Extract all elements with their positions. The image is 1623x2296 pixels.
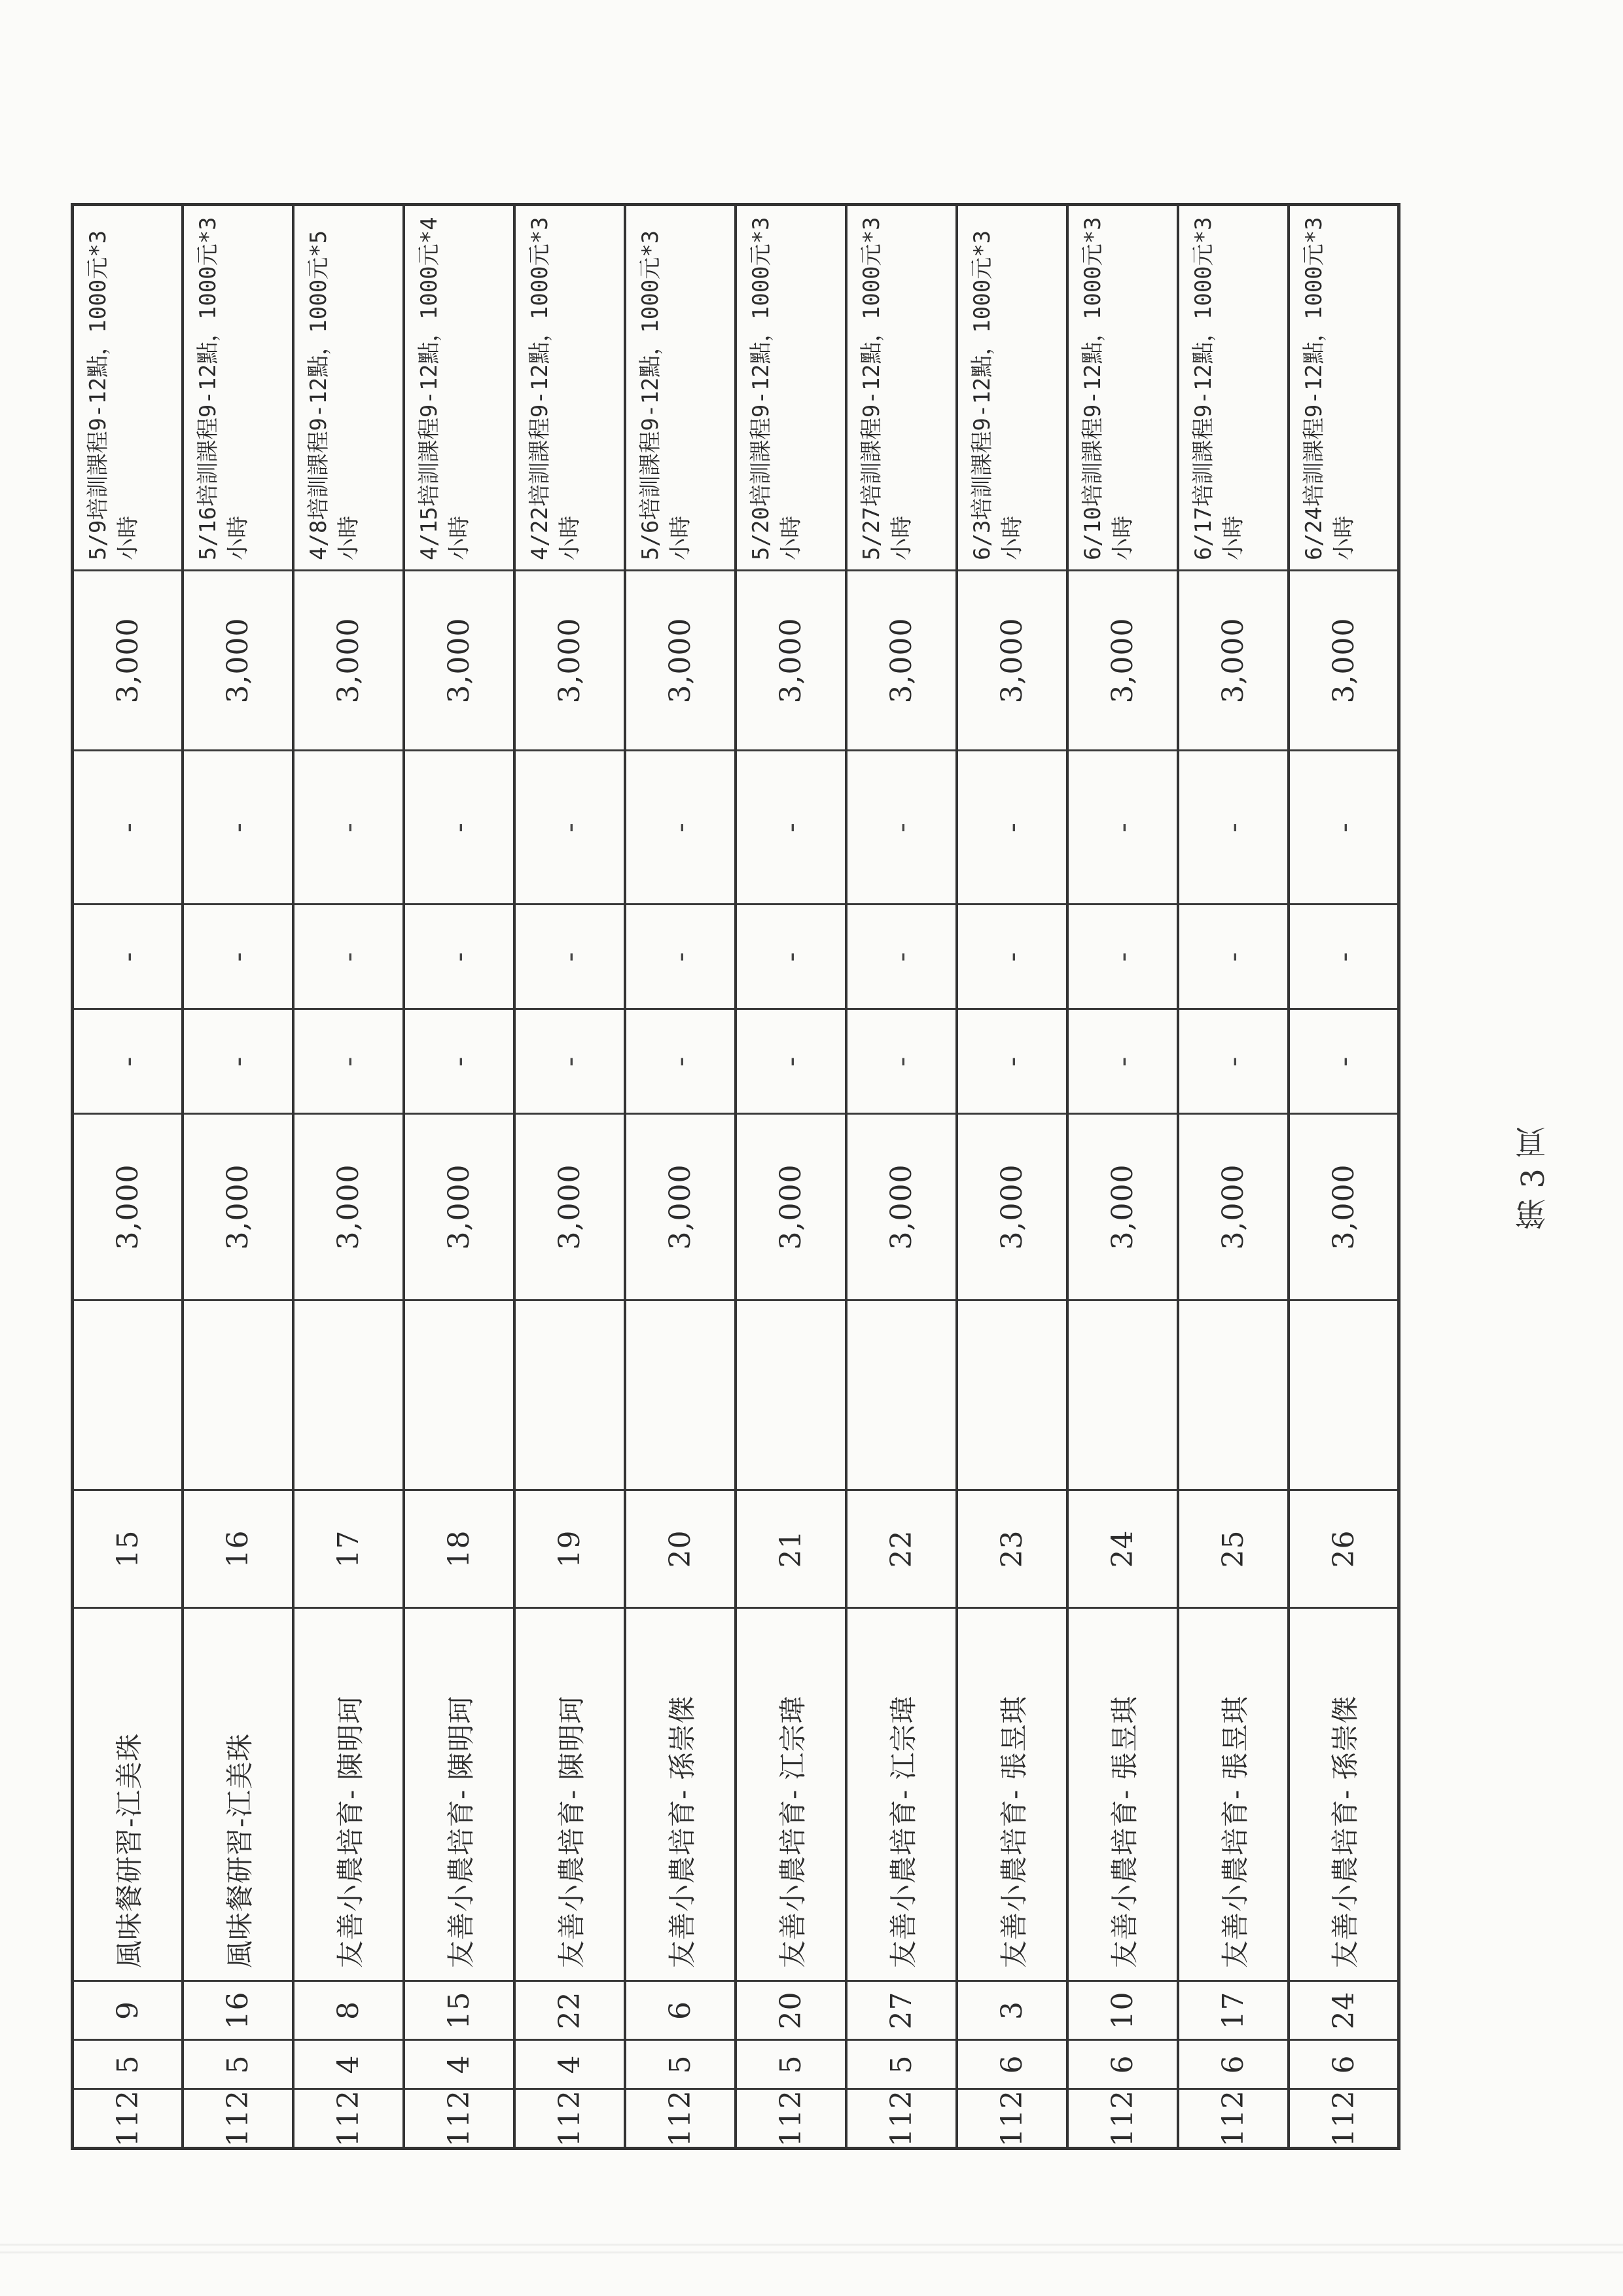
empty-cell	[1290, 1299, 1397, 1489]
year-cell: 112	[626, 2088, 734, 2147]
voucher-number-cell: 15	[74, 1489, 181, 1607]
amount-cell: 3,000	[737, 1113, 845, 1299]
year-cell: 112	[958, 2088, 1066, 2147]
day-cell: 16	[184, 1980, 292, 2039]
table-row	[737, 203, 847, 2150]
expense-ledger-table	[71, 203, 1361, 2150]
remark-cell: 4/22培訓課程9-12點，1000元*3小時	[527, 217, 583, 560]
month-cell: 5	[184, 2039, 292, 2088]
table-row	[1290, 203, 1400, 2150]
column-dash-cell: -	[737, 1008, 845, 1113]
column-dash-cell: -	[516, 1008, 624, 1113]
day-cell: 9	[74, 1980, 181, 2039]
empty-cell	[294, 1299, 402, 1489]
day-cell: 3	[958, 1980, 1066, 2039]
voucher-number-cell: 17	[294, 1489, 402, 1607]
table-row	[958, 203, 1069, 2150]
voucher-number-cell: 22	[847, 1489, 955, 1607]
year-cell: 112	[1290, 2088, 1397, 2147]
remark-cell: 6/17培訓課程9-12點，1000元*3小時	[1190, 217, 1247, 560]
table-row	[626, 203, 737, 2150]
month-cell: 4	[294, 2039, 402, 2088]
voucher-number-cell: 16	[184, 1489, 292, 1607]
voucher-number-cell: 21	[737, 1489, 845, 1607]
year-cell: 112	[516, 2088, 624, 2147]
item-description-cell: 友善小農培育- 孫崇傑	[626, 1607, 734, 1980]
voucher-number-cell: 19	[516, 1489, 624, 1607]
payment-amount-cell: 3,000	[1069, 569, 1177, 749]
table-row	[847, 203, 958, 2150]
year-cell: 112	[737, 2088, 845, 2147]
day-cell: 24	[1290, 1980, 1397, 2039]
voucher-number-cell: 24	[1069, 1489, 1177, 1607]
empty-cell	[74, 1299, 181, 1489]
year-cell: 112	[405, 2088, 513, 2147]
day-cell: 6	[626, 1980, 734, 2039]
amount-cell: 3,000	[294, 1113, 402, 1299]
month-cell: 5	[74, 2039, 181, 2088]
remark-cell: 5/9培訓課程9-12點，1000元*3小時	[85, 230, 141, 560]
remark-cell: 4/8培訓課程9-12點，1000元*5小時	[306, 230, 362, 560]
item-description-cell: 友善小農培育- 張昱琪	[1069, 1607, 1177, 1980]
voucher-number-cell: 20	[626, 1489, 734, 1607]
column-dash-cell: -	[294, 749, 402, 903]
column-dash-cell: -	[958, 1008, 1066, 1113]
column-dash-cell: -	[405, 749, 513, 903]
item-description-cell: 風味餐研習-江美珠	[184, 1607, 292, 1980]
empty-cell	[958, 1299, 1066, 1489]
item-description-cell: 友善小農培育- 陳明珂	[294, 1607, 402, 1980]
column-dash-cell: -	[1179, 749, 1287, 903]
payment-amount-cell: 3,000	[847, 569, 955, 749]
column-dash-cell: -	[847, 903, 955, 1008]
empty-cell	[1179, 1299, 1287, 1489]
year-cell: 112	[184, 2088, 292, 2147]
item-description-cell: 友善小農培育- 張昱琪	[1179, 1607, 1287, 1980]
day-cell: 17	[1179, 1980, 1287, 2039]
amount-cell: 3,000	[847, 1113, 955, 1299]
year-cell: 112	[1179, 2088, 1287, 2147]
empty-cell	[405, 1299, 513, 1489]
table-row	[1179, 203, 1290, 2150]
item-description-cell: 友善小農培育- 陳明珂	[516, 1607, 624, 1980]
column-dash-cell: -	[74, 903, 181, 1008]
table-row	[184, 203, 294, 2150]
payment-amount-cell: 3,000	[74, 569, 181, 749]
column-dash-cell: -	[1179, 903, 1287, 1008]
month-cell: 6	[958, 2039, 1066, 2088]
month-cell: 4	[516, 2039, 624, 2088]
voucher-number-cell: 25	[1179, 1489, 1287, 1607]
payment-amount-cell: 3,000	[1179, 569, 1287, 749]
column-dash-cell: -	[294, 903, 402, 1008]
item-description-cell: 風味餐研習-江美珠	[74, 1607, 181, 1980]
column-dash-cell: -	[626, 903, 734, 1008]
amount-cell: 3,000	[1179, 1113, 1287, 1299]
column-dash-cell: -	[1290, 749, 1397, 903]
payment-amount-cell: 3,000	[958, 569, 1066, 749]
column-dash-cell: -	[737, 749, 845, 903]
month-cell: 6	[1290, 2039, 1397, 2088]
column-dash-cell: -	[184, 1008, 292, 1113]
column-dash-cell: -	[405, 903, 513, 1008]
column-dash-cell: -	[737, 903, 845, 1008]
payment-amount-cell: 3,000	[626, 569, 734, 749]
payment-amount-cell: 3,000	[184, 569, 292, 749]
table-row	[516, 203, 626, 2150]
amount-cell: 3,000	[74, 1113, 181, 1299]
remark-cell: 6/3培訓課程9-12點，1000元*3小時	[969, 230, 1026, 560]
column-dash-cell: -	[74, 749, 181, 903]
column-dash-cell: -	[516, 749, 624, 903]
voucher-number-cell: 18	[405, 1489, 513, 1607]
empty-cell	[847, 1299, 955, 1489]
column-dash-cell: -	[626, 749, 734, 903]
month-cell: 5	[847, 2039, 955, 2088]
payment-amount-cell: 3,000	[737, 569, 845, 749]
column-dash-cell: -	[1290, 1008, 1397, 1113]
amount-cell: 3,000	[405, 1113, 513, 1299]
column-dash-cell: -	[516, 903, 624, 1008]
day-cell: 8	[294, 1980, 402, 2039]
day-cell: 10	[1069, 1980, 1177, 2039]
remark-cell: 5/20培訓課程9-12點，1000元*3小時	[748, 217, 804, 560]
month-cell: 5	[737, 2039, 845, 2088]
table-row	[1069, 203, 1179, 2150]
column-dash-cell: -	[847, 1008, 955, 1113]
column-dash-cell: -	[405, 1008, 513, 1113]
day-cell: 15	[405, 1980, 513, 2039]
month-cell: 4	[405, 2039, 513, 2088]
column-dash-cell: -	[958, 749, 1066, 903]
column-dash-cell: -	[1069, 903, 1177, 1008]
empty-cell	[516, 1299, 624, 1489]
remark-cell: 5/6培訓課程9-12點，1000元*3小時	[637, 230, 694, 560]
remark-cell: 6/10培訓課程9-12點，1000元*3小時	[1080, 217, 1136, 560]
column-dash-cell: -	[626, 1008, 734, 1113]
table-row	[294, 203, 405, 2150]
table-row	[405, 203, 516, 2150]
column-dash-cell: -	[74, 1008, 181, 1113]
day-cell: 27	[847, 1980, 955, 2039]
table-row	[71, 203, 184, 2150]
payment-amount-cell: 3,000	[294, 569, 402, 749]
empty-cell	[626, 1299, 734, 1489]
amount-cell: 3,000	[516, 1113, 624, 1299]
year-cell: 112	[74, 2088, 181, 2147]
day-cell: 22	[516, 1980, 624, 2039]
year-cell: 112	[294, 2088, 402, 2147]
column-dash-cell: -	[184, 903, 292, 1008]
amount-cell: 3,000	[1069, 1113, 1177, 1299]
month-cell: 6	[1069, 2039, 1177, 2088]
year-cell: 112	[847, 2088, 955, 2147]
month-cell: 6	[1179, 2039, 1287, 2088]
voucher-number-cell: 23	[958, 1489, 1066, 1607]
amount-cell: 3,000	[184, 1113, 292, 1299]
column-dash-cell: -	[184, 749, 292, 903]
column-dash-cell: -	[1069, 1008, 1177, 1113]
remark-cell: 5/16培訓課程9-12點，1000元*3小時	[195, 217, 251, 560]
column-dash-cell: -	[958, 903, 1066, 1008]
item-description-cell: 友善小農培育- 江宗瑋	[847, 1607, 955, 1980]
column-dash-cell: -	[1179, 1008, 1287, 1113]
amount-cell: 3,000	[626, 1113, 734, 1299]
payment-amount-cell: 3,000	[1290, 569, 1397, 749]
page-number: 第 3 頁	[1515, 1126, 1552, 1230]
column-dash-cell: -	[847, 749, 955, 903]
amount-cell: 3,000	[1290, 1113, 1397, 1299]
item-description-cell: 友善小農培育- 江宗瑋	[737, 1607, 845, 1980]
column-dash-cell: -	[1290, 903, 1397, 1008]
item-description-cell: 友善小農培育- 陳明珂	[405, 1607, 513, 1980]
payment-amount-cell: 3,000	[405, 569, 513, 749]
column-dash-cell: -	[1069, 749, 1177, 903]
month-cell: 5	[626, 2039, 734, 2088]
voucher-number-cell: 26	[1290, 1489, 1397, 1607]
empty-cell	[184, 1299, 292, 1489]
day-cell: 20	[737, 1980, 845, 2039]
amount-cell: 3,000	[958, 1113, 1066, 1299]
empty-cell	[1069, 1299, 1177, 1489]
remark-cell: 4/15培訓課程9-12點，1000元*4小時	[416, 217, 473, 560]
item-description-cell: 友善小農培育- 孫崇傑	[1290, 1607, 1397, 1980]
remark-cell: 6/24培訓課程9-12點，1000元*3小時	[1301, 217, 1357, 560]
column-dash-cell: -	[294, 1008, 402, 1113]
payment-amount-cell: 3,000	[516, 569, 624, 749]
remark-cell: 5/27培訓課程9-12點，1000元*3小時	[859, 217, 915, 560]
item-description-cell: 友善小農培育- 張昱琪	[958, 1607, 1066, 1980]
empty-cell	[737, 1299, 845, 1489]
year-cell: 112	[1069, 2088, 1177, 2147]
